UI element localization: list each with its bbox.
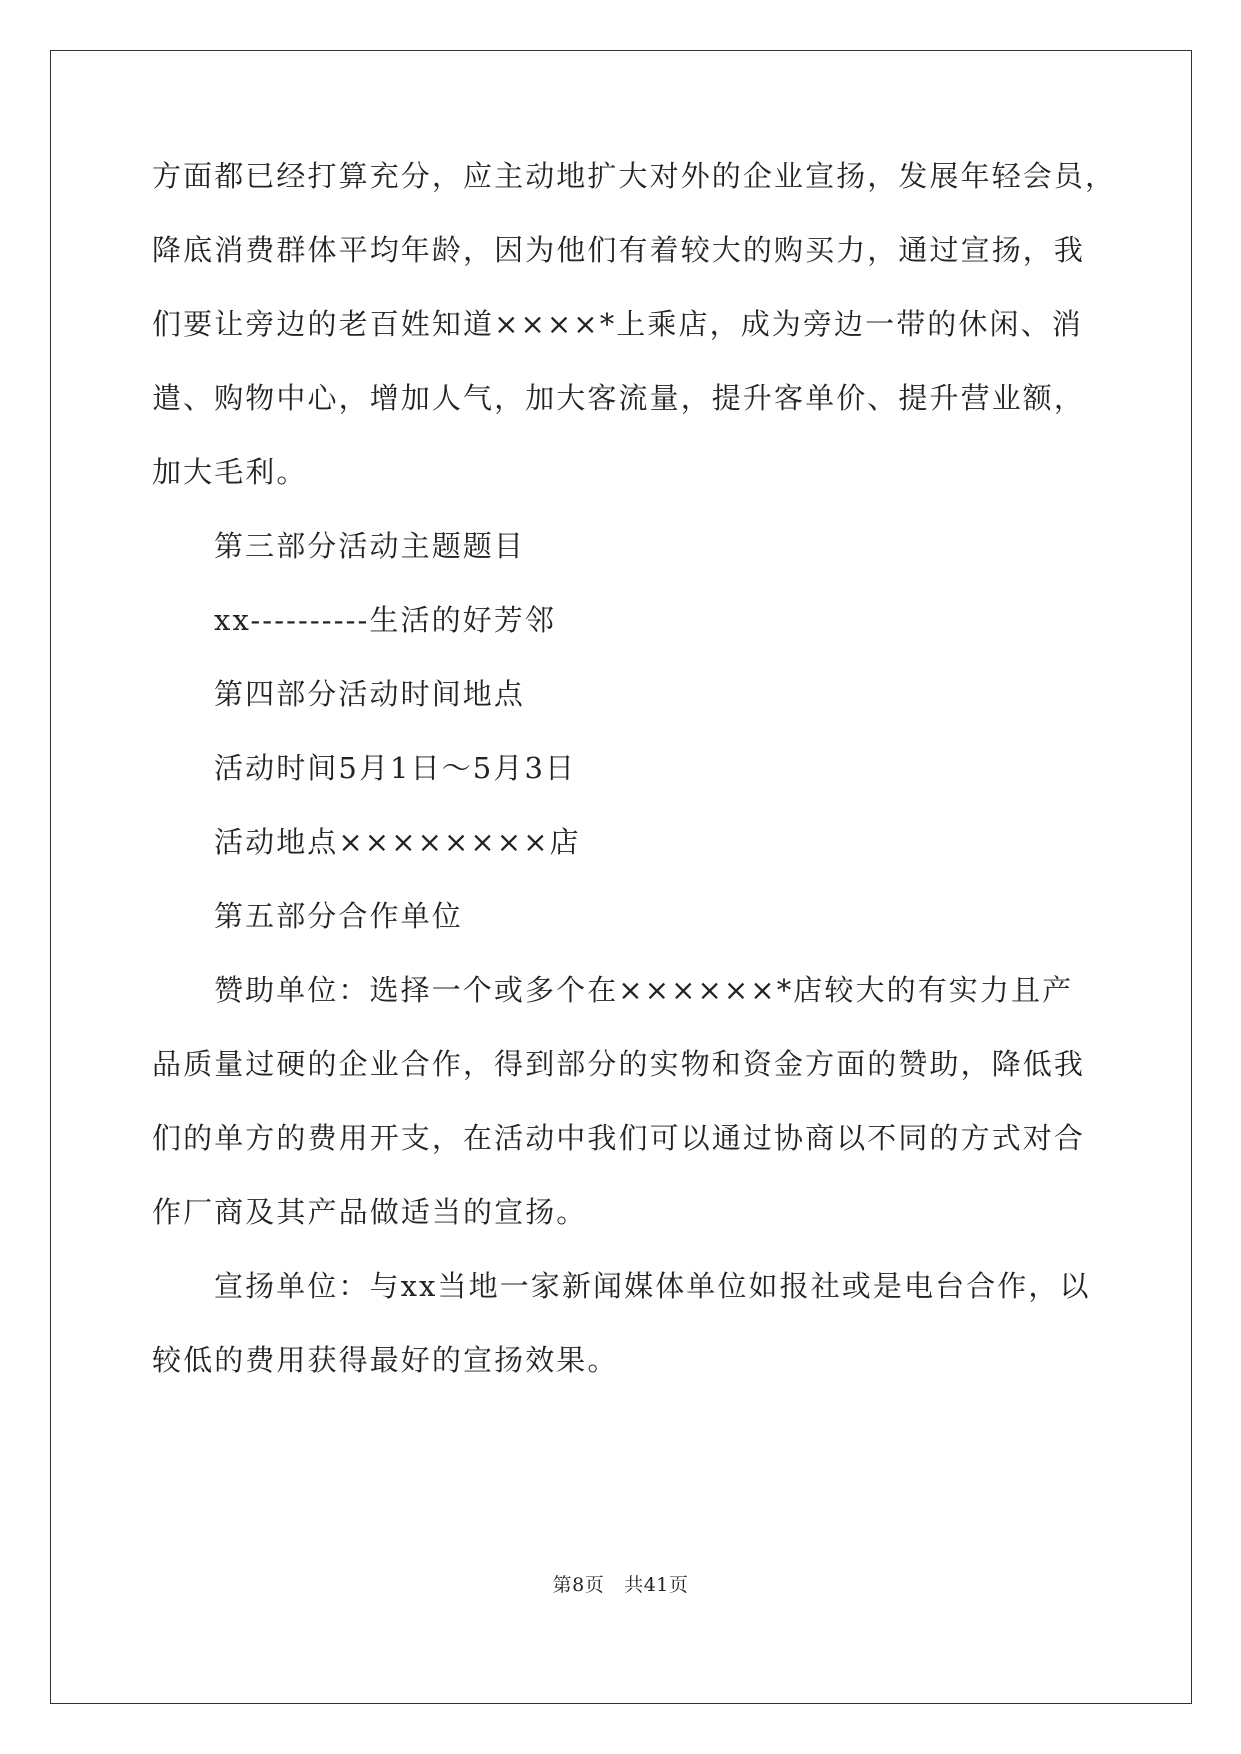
current-page-number: 第8页	[552, 1574, 605, 1596]
activity-theme: xx----------生活的好芳邻	[214, 603, 556, 637]
paragraph-line: 们要让旁边的老百姓知道××××*上乘店，成为旁边一带的休闲、消	[152, 307, 1083, 341]
paragraph-line: 较低的费用获得最好的宣扬效果。	[152, 1343, 619, 1377]
activity-location: 活动地点××××××××店	[214, 825, 581, 859]
section-heading-4: 第四部分活动时间地点	[214, 677, 526, 711]
paragraph-line: 作厂商及其产品做适当的宣扬。	[152, 1195, 588, 1229]
paragraph-line: 们的单方的费用开支，在活动中我们可以通过协商以不同的方式对合	[152, 1121, 1086, 1155]
paragraph-line: 加大毛利。	[152, 455, 308, 489]
section-heading-5: 第五部分合作单位	[214, 899, 463, 933]
paragraph-line: 宣扬单位：与xx当地一家新闻媒体单位如报社或是电台合作，以	[214, 1269, 1091, 1303]
paragraph-line: 赞助单位：选择一个或多个在××××××*店较大的有实力且产	[214, 973, 1074, 1007]
paragraph-line: 方面都已经打算充分，应主动地扩大对外的企业宣扬，发展年轻会员，	[152, 159, 1117, 193]
section-heading-3: 第三部分活动主题题目	[214, 529, 526, 563]
page-footer	[0, 1573, 1241, 1597]
total-page-count: 共41页	[624, 1574, 689, 1596]
paragraph-line: 品质量过硬的企业合作，得到部分的实物和资金方面的赞助，降低我	[152, 1047, 1086, 1081]
paragraph-line: 降底消费群体平均年龄，因为他们有着较大的购买力，通过宣扬，我	[152, 233, 1086, 267]
paragraph-line: 遣、购物中心，增加人气，加大客流量，提升客单价、提升营业额，	[152, 381, 1086, 415]
activity-time: 活动时间5月1日～5月3日	[214, 751, 577, 785]
page-border	[50, 50, 1192, 1704]
